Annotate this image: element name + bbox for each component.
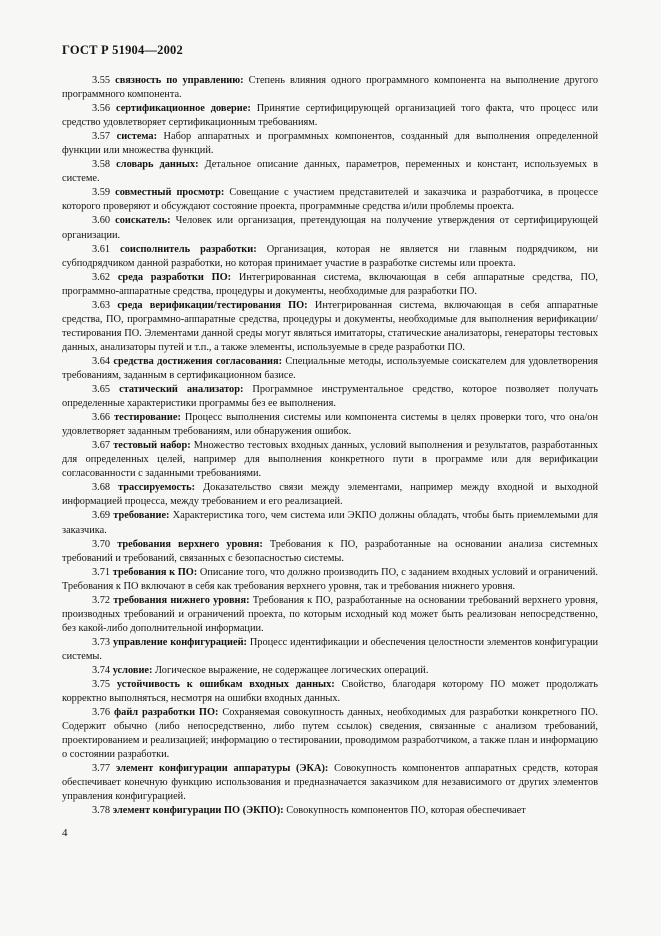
entry-term: соисполнитель разработки: — [120, 243, 257, 255]
definition-entry — [62, 481, 598, 509]
entry-number: 3.56 — [92, 103, 111, 115]
entry-term: система: — [116, 131, 158, 143]
entry-number: 3.76 — [92, 707, 111, 719]
entry-number: 3.70 — [92, 538, 111, 550]
entry-term: требования верхнего уровня: — [117, 538, 263, 550]
entry-number: 3.72 — [92, 594, 111, 606]
entry-text: Организация, которая не является ни главным подрядчиком, ни субподрядчиком данной разработки, но которая принимает участие в разработке системы или проекта. — [62, 243, 598, 269]
entry-text: Доказательство связи между элементами, например между входной и выходной информацией процесса, между требованием и его реализацией. — [62, 482, 598, 508]
definition-entry — [62, 299, 598, 355]
entry-number: 3.74 — [92, 664, 111, 676]
entry-number: 3.64 — [92, 355, 111, 367]
entry-text: Совокупность компонентов ПО, которая обеспечивает — [286, 805, 526, 817]
entry-term: требования к ПО: — [112, 566, 198, 578]
entry-text: Набор аппаратных и программных компонентов, созданный для выполнения определенной функции или множества функций. — [62, 131, 598, 157]
entry-term: файл разработки ПО: — [113, 707, 219, 719]
entry-text: Человек или организация, претендующая на получение утверждения от сертифицирующей организации. — [62, 215, 599, 241]
entry-term: трассируемость: — [118, 482, 196, 494]
definition-entry — [62, 214, 598, 242]
definition-entry — [62, 102, 598, 130]
entry-text: Принятие сертифицирующей организацией того факта, что процесс или средство удовлетворяет сертификационным требованиям. — [62, 103, 598, 129]
entry-number: 3.66 — [92, 412, 111, 424]
entry-text: Интегрированная система, включающая в себя аппаратные средства, ПО, программно-аппаратные средства, процедуры и документы, необходимые для разработки ПО. — [62, 271, 598, 297]
entry-term: среда разработки ПО: — [117, 271, 232, 283]
entry-term: управление конфигурацией: — [112, 636, 247, 648]
entry-number: 3.67 — [92, 440, 111, 452]
entry-text: Процесс выполнения системы или компонента системы в целях проверки того, что она/он удовлетворяет заданным требованиям, или обнаружения ошибок. — [62, 412, 598, 438]
entry-text: Логическое выражение, не содержащее логических операций. — [155, 664, 429, 676]
definition-entry — [62, 509, 598, 537]
entry-number: 3.73 — [92, 636, 111, 648]
definition-entry — [62, 74, 598, 102]
entry-term: статический анализатор: — [119, 384, 244, 396]
definition-entry — [62, 804, 598, 818]
entry-number: 3.60 — [92, 215, 111, 227]
entry-term: элемент конфигурации ПО (ЭКПО): — [112, 805, 284, 817]
entry-term: словарь данных: — [116, 159, 199, 171]
entry-term: совместный просмотр: — [115, 187, 225, 199]
entry-text: Требования к ПО, разработанные на основании анализа системных требований и требований, связанных с безопасностью системы. — [62, 538, 598, 564]
document-header: ГОСТ Р 51904—2002 — [62, 43, 183, 57]
entry-number: 3.68 — [92, 482, 111, 494]
definition-entry — [62, 383, 598, 411]
entry-number: 3.78 — [92, 805, 111, 817]
definition-entry — [62, 439, 598, 481]
entry-term: устойчивость к ошибкам входных данных: — [116, 679, 335, 691]
entry-text: Совещание с участием представителей и заказчика и разработчика, в процессе которого проверяют и обсуждают состояние проекта, программные средства и/или проблемы проекта. — [62, 187, 599, 213]
page-number: 4 — [62, 827, 68, 839]
definition-entry — [62, 355, 598, 383]
entry-text: Специальные методы, используемые соискателем для удовлетворения требованиям, заданным в сертификационном базисе. — [62, 355, 598, 381]
entry-text: Интегрированная система, включающая в себя аппаратные средства, ПО, программно-аппаратные средства, процедуры и документы, необходимые для выполнения верификации/тестирования ПО. Элементами данной среды могут являться имитаторы, статические анализаторы, генераторы тестовых данных, анализаторы путей и т.п., а также элементы, используемые в среде разработки ПО. — [62, 299, 599, 353]
definition-entry — [62, 130, 598, 158]
entry-number: 3.62 — [92, 271, 111, 283]
entry-term: условие: — [112, 664, 153, 676]
entry-text: Свойство, благодаря которому ПО может продолжать корректно выполняться, несмотря на ошибки входных данных. — [62, 679, 599, 705]
definition-entry — [62, 158, 598, 186]
entry-number: 3.57 — [92, 131, 111, 143]
definition-entry — [62, 566, 598, 594]
entry-number: 3.59 — [92, 187, 111, 199]
definition-entry — [62, 243, 598, 271]
definition-entry — [62, 664, 598, 678]
entry-number: 3.75 — [92, 679, 111, 691]
entry-term: средства достижения согласования: — [113, 355, 283, 367]
entry-term: тестирование: — [114, 412, 181, 424]
entry-term: среда верификации/тестирования ПО: — [117, 299, 308, 311]
definition-entry — [62, 636, 598, 664]
entry-text: Совокупность компонентов аппаратных средств, которая обеспечивает конечную функцию использования и предназначается заказчиком для независимого от других элементов управления конфигурацией. — [62, 763, 598, 803]
entry-text: Требования к ПО, разработанные на основании требований верхнего уровня, производных требований и ограничений проекта, по которым исходный код может быть реализован непосредственно, без какой-либо дополнительной информации. — [62, 594, 598, 634]
entry-text: Степень влияния одного программного компонента на выполнение другого программного компонента. — [62, 75, 598, 101]
entry-text: Описание того, что должно производить ПО, с заданием входных условий и ограничений. Требования к ПО включают в себя как требования верхнего уровня, так и требования нижнего уровня. — [62, 566, 598, 592]
definitions-list — [62, 74, 598, 818]
definition-entry — [62, 706, 598, 762]
entry-number: 3.71 — [92, 566, 111, 578]
definition-entry — [62, 186, 598, 214]
entry-term: тестовый набор: — [113, 440, 191, 452]
entry-text: Характеристика того, чем система или ЭКПО должны обладать, чтобы быть приемлемыми для заказчика. — [62, 510, 599, 536]
entry-term: сертификационное доверие: — [116, 103, 251, 115]
definition-entry — [62, 411, 598, 439]
entry-term: элемент конфигурации аппаратуры (ЭКА): — [115, 763, 329, 775]
definition-entry — [62, 538, 598, 566]
entry-number: 3.63 — [92, 299, 111, 311]
entry-term: соискатель: — [115, 215, 171, 227]
entry-number: 3.65 — [92, 384, 111, 396]
entry-number: 3.55 — [92, 75, 111, 86]
entry-term: требования нижнего уровня: — [113, 594, 250, 606]
definition-entry — [62, 271, 598, 299]
entry-number: 3.58 — [92, 159, 111, 171]
definition-entry — [62, 762, 598, 804]
entry-number: 3.61 — [92, 243, 111, 255]
entry-text: Процесс идентификации и обеспечения целостности элементов конфигурации системы. — [62, 636, 599, 662]
entry-text: Сохраняемая совокупность данных, необходимых для разработки конкретного ПО. Содержит обычно (либо непосредственно, либо путем ссылок) сведения, связанные с анализом требований, проектированием и реализацией; информацию о тестировании, проводимом разработчиком, а также план и информацию о состоянии разработки. — [62, 707, 598, 761]
definition-entry — [62, 678, 598, 706]
entry-text: Множество тестовых входных данных, условий выполнения и результатов, разработанных для определенных целей, например для выполнения конкретного пути в программе или для верификации согласованности с заданными требованиями. — [62, 440, 598, 480]
entry-number: 3.69 — [92, 510, 111, 522]
entry-number: 3.77 — [92, 763, 111, 775]
entry-term: требование: — [113, 510, 170, 522]
definition-entry — [62, 594, 598, 636]
entry-text: Программное инструментальное средство, которое позволяет получать определенные характеристики программы без ее выполнения. — [62, 384, 599, 410]
entry-text: Детальное описание данных, параметров, переменных и констант, используемых в системе. — [62, 159, 599, 185]
entry-term: связность по управлению: — [115, 75, 244, 86]
